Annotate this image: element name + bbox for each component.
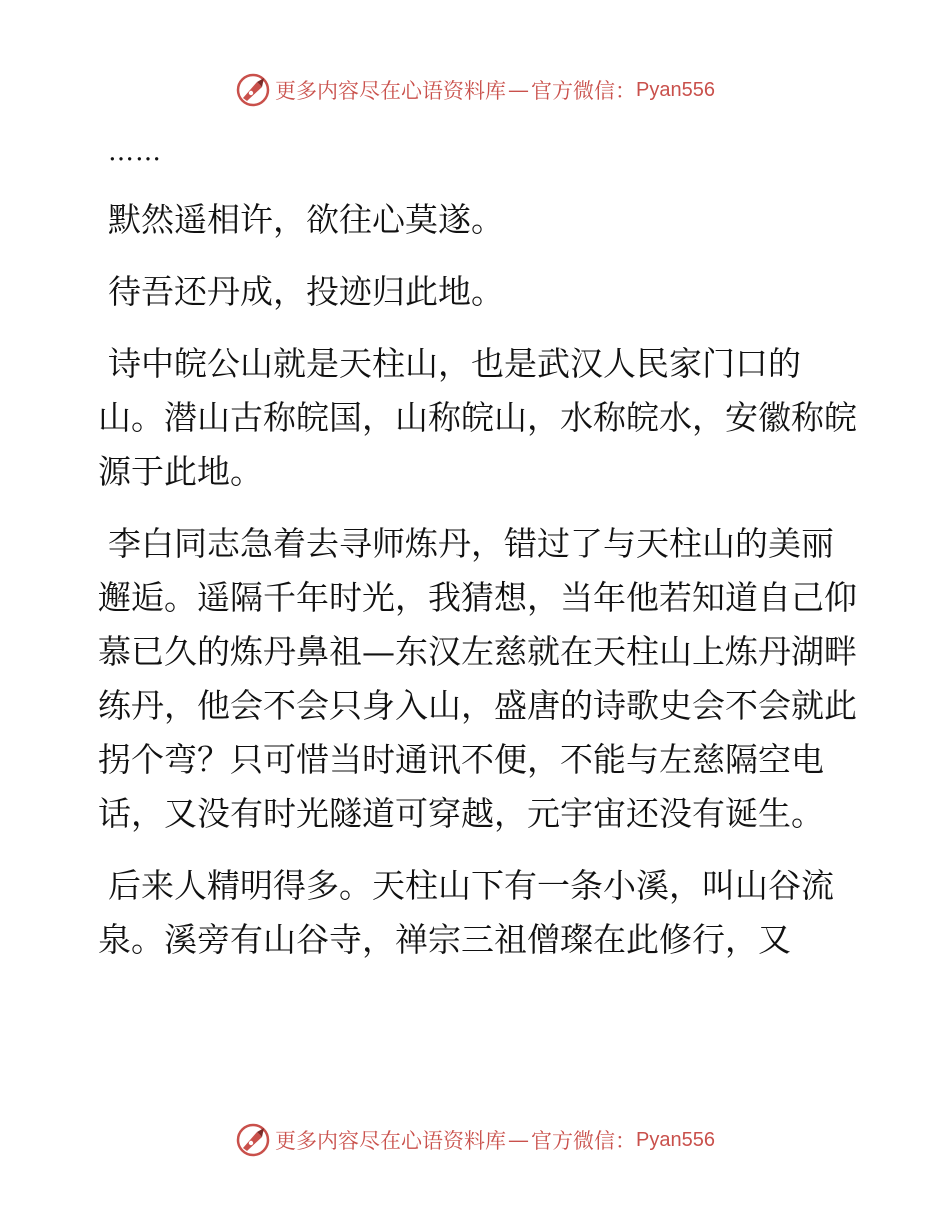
watermark-text: 更多内容尽在心语资料库 — [275, 79, 507, 103]
watermark-id: Pyan556 — [636, 78, 715, 101]
poem-line-2: 待吾还丹成，投迹归此地。 — [108, 272, 504, 311]
paragraph-later-people: 后来人精明得多。天柱山下有一条小溪，叫山谷流泉。溪旁有山谷寺，禅宗三祖僧璨在此修行，又 — [98, 866, 834, 959]
footer-watermark — [0, 1120, 950, 1160]
header-watermark — [0, 70, 950, 110]
watermark-label: 官方微信： — [531, 1129, 637, 1153]
watermark-separator: — — [508, 1128, 530, 1152]
paragraph-wangong-mountain: 诗中皖公山就是天柱山，也是武汉人民家门口的山。潜山古称皖国，山称皖山，水称皖水，安徽称皖源于此地。 — [98, 344, 857, 491]
watermark-id: Pyan556 — [636, 1128, 715, 1151]
paragraph-li-bai: 李白同志急着去寻师炼丹，错过了与天柱山的美丽邂逅。遥隔千年时光，我猜想，当年他若知道自己仰慕已久的炼丹鼻祖—东汉左慈就在天柱山上炼丹湖畔练丹，他会不会只身入山，盛唐的诗歌史会不会就此拐个弯？只可惜当时通讯不便，不能与左慈隔空电话，又没有时光隧道可穿越，元宇宙还没有诞生。 — [98, 524, 857, 833]
watermark-separator: — — [508, 78, 530, 102]
watermark-text: 更多内容尽在心语资料库 — [275, 1129, 507, 1153]
ellipsis-line: …… — [108, 137, 162, 167]
poem-line-1: 默然遥相许，欲往心莫遂。 — [108, 200, 504, 239]
document-body — [98, 125, 858, 985]
pen-nib-logo-icon — [235, 1122, 271, 1158]
watermark-label: 官方微信： — [531, 79, 637, 103]
pen-nib-logo-icon — [235, 72, 271, 108]
